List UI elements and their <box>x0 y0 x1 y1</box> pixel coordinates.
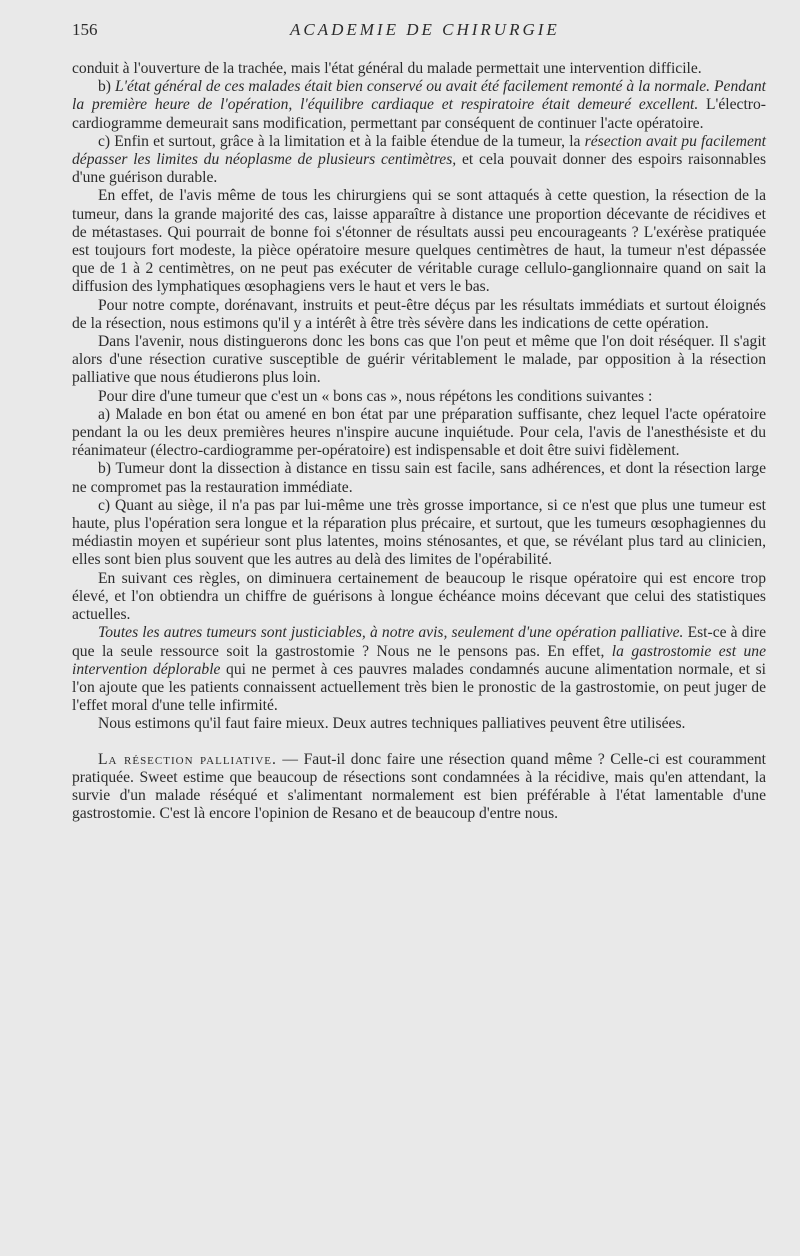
italic-run: résection avait pu facilement dépasser les limites du néoplasme de plusieurs centimètres, <box>72 132 767 169</box>
italic-run: L'état général de ces malades était bien conservé ou avait été facilement remonté à la normale. Pendant la première heure de l'opération, l'équilibre cardiaque et respiratoire était demeuré excellent. <box>72 78 766 114</box>
italic-run: la gastrostomie est une intervention déplorable <box>72 642 766 678</box>
page-header <box>72 20 764 44</box>
paragraph: En suivant ces règles, on diminuera certainement de beaucoup le risque opératoire qui est encore trop élevé, et l'on obtiendra un chiffre de guérisons à longue échéance moins décevant que celui des statistiques actuelles. <box>72 569 766 624</box>
paragraph: En effet, de l'avis même de tous les chirurgiens qui se sont attaqués à cette question, la résection de la tumeur, dans la grande majorité des cas, laisse apparaître à distance une proportion décevante de récidives et de métastases. Qui pourrait de bonne foi s'étonner de résultats aussi peu encourageants ? L'exérèse pratiquée est toujours fort modeste, la pièce opératoire mesure quelques centimètres de haut, la tumeur n'est dépassée que de 1 à 2 centimètres, on ne peut pas exécuter de véritable curage cellulo-ganglionnaire quand on sait la diffusion des lymphatiques œsophagiens vers le haut et vers le bas. <box>72 187 766 296</box>
section-spacer <box>72 734 766 751</box>
section-paragraph <box>72 751 766 824</box>
paragraph: c) Quant au siège, il n'a pas par lui-même une très grosse importance, si ce n'est que plus une tumeur est haute, plus l'opération sera longue et la réparation plus précaire, et surtout, que les tumeurs œsophagiennes du médiastin moyen et supérieur sont plus latentes, moins sténosantes, et que, se révélant plus tard au clinicien, elles sont bien plus souvent que les autres au delà des limites de l'opérabilité. <box>72 496 766 569</box>
paragraph: Pour dire d'une tumeur que c'est un « bons cas », nous répétons les conditions suivantes : <box>98 387 653 405</box>
text-run: c) Enfin et surtout, grâce à la limitation et à la faible étendue de la tumeur, la <box>98 132 585 150</box>
paragraph: Nous estimons qu'il faut faire mieux. Deux autres techniques palliatives peuvent être utilisées. <box>98 715 686 733</box>
paragraph: b) Tumeur dont la dissection à distance en tissu sain est facile, sans adhérences, et dont la résection large ne compromet pas la restauration immédiate. <box>72 460 766 496</box>
text-run: b) <box>98 78 115 96</box>
paragraph: conduit à l'ouverture de la trachée, mais l'état général du malade permettait une intervention difficile. <box>72 60 702 77</box>
body-text <box>72 60 766 823</box>
running-title: ACADEMIE DE CHIRURGIE <box>290 20 560 39</box>
paragraph <box>72 133 766 188</box>
paragraph: a) Malade en bon état ou amené en bon état par une préparation suffisante, chez lequel l'acte opératoire pendant la ou les deux premières heures n'inspire aucune inquiétude. Pour cela, l'avis de l'anesthésiste et du réanimateur (électro-cardiogramme per-opératoire) est indispensable et doit être suivi fidèlement. <box>72 405 766 460</box>
paragraph <box>72 78 766 133</box>
text-run: — Faut-il donc faire une résection quand même ? Celle-ci est couramment pratiquée. Sweet estime que beaucoup de résections sont condamnées à la récidive, mais qu'en attendant, la survie d'un malade réséqué et s'alimentant normalement est bien préférable à l'état lamentable d'une gastrostomie. C'est là encore l'opinion de Resano et de beaucoup d'entre nous. <box>72 750 767 823</box>
text-run: et cela pouvait donner des espoirs raisonnables d'une guérison durable. <box>72 151 767 187</box>
italic-run: Toutes les autres tumeurs sont justiciables, à notre avis, seulement d'une opération palliative. <box>98 624 684 642</box>
page-number: 156 <box>72 20 98 39</box>
text-run: qui ne permet à ces pauvres malades condamnés aucune alimentation normale, et si l'on ajoute que les patients connaissent actuellement très bien le pronostic de la gastrostomie, on peut juger de l'effet moral d'une telle infirmité. <box>72 660 767 715</box>
text-run: L'électro-cardiogramme demeurait sans modification, permettant par conséquent de continuer l'acte opératoire. <box>72 96 766 132</box>
text-run: Est-ce à dire que la seule ressource soit la gastrostomie ? Nous ne le pensons pas. En effet, <box>72 624 766 660</box>
paragraph: Pour notre compte, dorénavant, instruits et peut-être déçus par les résultats immédiats et surtout éloignés de la résection, nous estimons qu'il y a intérêt à être très sévère dans les indications de cette opération. <box>72 296 766 332</box>
paragraph: Dans l'avenir, nous distinguerons donc les bons cas que l'on peut et même que l'on doit réséquer. Il s'agit alors d'une résection curative susceptible de guérir véritablement le malade, par opposition à la résection palliative que nous étudierons plus loin. <box>72 333 766 387</box>
paragraph <box>72 624 766 715</box>
section-heading: La résection palliative. <box>98 750 277 768</box>
